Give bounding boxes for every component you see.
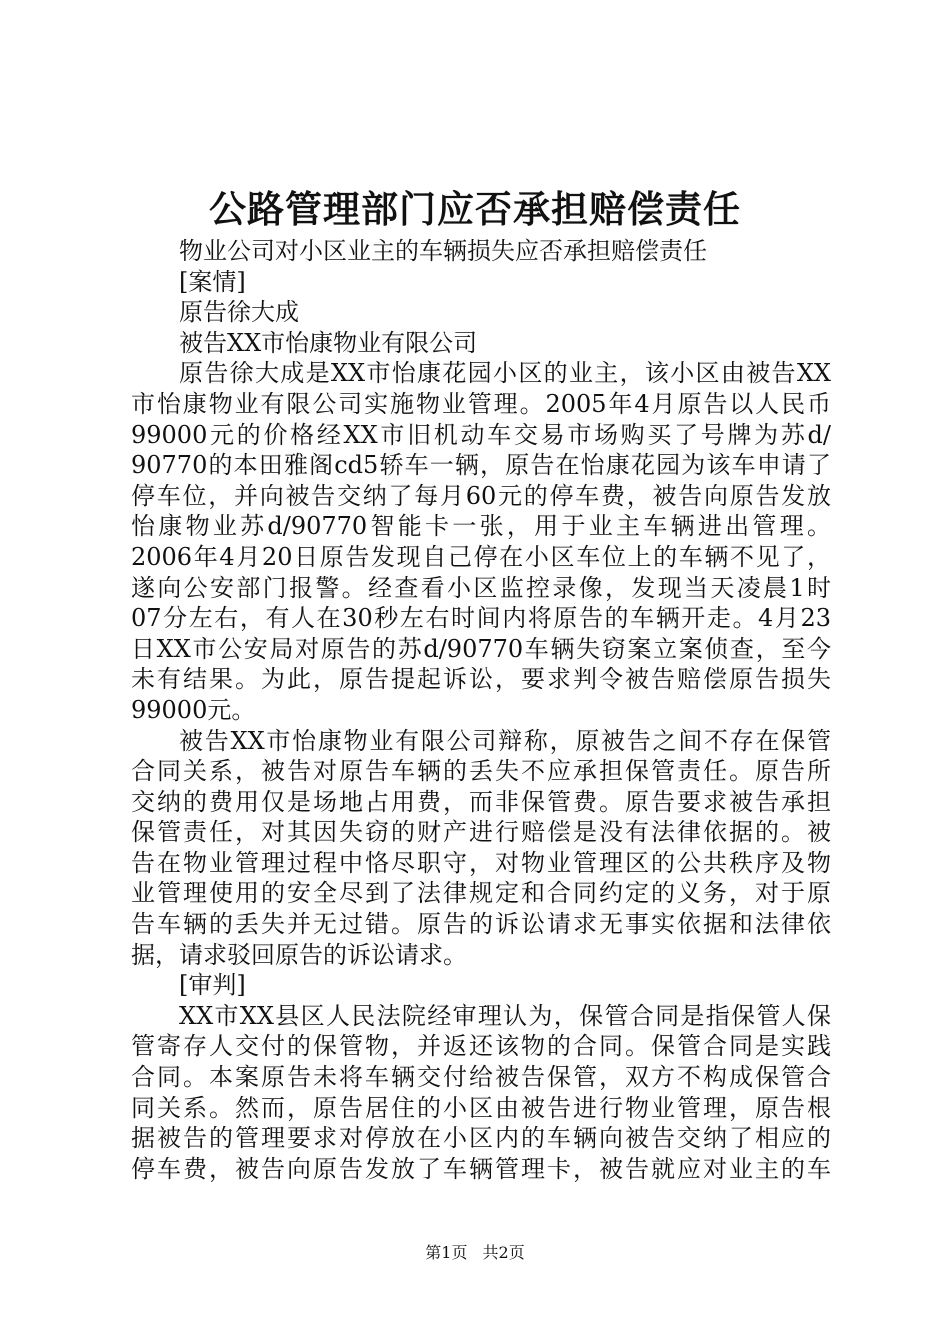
text-line: 同关系。然而，原告居住的小区由被告进行物业管理，原告根 <box>131 1093 831 1122</box>
text-line: 被告XX市怡康物业有限公司 <box>179 328 478 357</box>
text-line: 交纳的费用仅是场地占用费，而非保管费。原告要求被告承担 <box>131 787 831 816</box>
text-line: 2006年4月20日原告发现自己停在小区车位上的车辆不见了， <box>131 542 831 571</box>
text-line: 市怡康物业有限公司实施物业管理。2005年4月原告以人民币 <box>131 389 831 418</box>
text-line: 告在物业管理过程中恪尽职守，对物业管理区的公共秩序及物 <box>131 848 831 877</box>
text-line: 被告XX市怡康物业有限公司辩称，原被告之间不存在保管 <box>179 726 831 755</box>
text-line: [案情] <box>179 267 246 296</box>
text-line: 保管责任，对其因失窃的财产进行赔偿是没有法律依据的。被 <box>131 818 831 847</box>
text-line: 99000元。 <box>131 695 256 724</box>
text-line: 原告徐大成 <box>179 298 299 327</box>
text-line: 合同关系，被告对原告车辆的丢失不应承担保管责任。原告所 <box>131 757 831 786</box>
page-number: 第1页 <box>425 1243 468 1262</box>
text-line: 遂向公安部门报警。经查看小区监控录像，发现当天凌晨1时 <box>131 573 831 602</box>
text-line: 怡康物业苏d/90770智能卡一张，用于业主车辆进出管理。 <box>131 512 831 541</box>
text-line: 99000元的价格经XX市旧机动车交易市场购买了号牌为苏d/ <box>131 420 831 449</box>
text-line: 停车费，被告向原告发放了车辆管理卡，被告就应对业主的车 <box>131 1154 831 1183</box>
page-footer <box>0 1243 950 1263</box>
text-line: 告车辆的丢失并无过错。原告的诉讼请求无事实依据和法律依 <box>131 910 831 939</box>
page-title: 公路管理部门应否承担赔偿责任 <box>209 187 741 231</box>
text-line: 日XX市公安局对原告的苏d/90770车辆失窃案立案侦查，至今 <box>131 634 831 663</box>
text-line: 据，请求驳回原告的诉讼请求。 <box>131 940 467 969</box>
text-line: 90770的本田雅阁cd5轿车一辆，原告在怡康花园为该车申请了 <box>131 451 831 480</box>
document-body <box>131 236 831 1184</box>
text-line: 停车位，并向被告交纳了每月60元的停车费，被告向原告发放 <box>131 481 831 510</box>
text-line: 未有结果。为此，原告提起诉讼，要求判令被告赔偿原告损失 <box>131 665 831 694</box>
page-total: 共2页 <box>482 1243 525 1262</box>
text-line: 据被告的管理要求对停放在小区内的车辆向被告交纳了相应的 <box>131 1124 831 1153</box>
text-line: 原告徐大成是XX市怡康花园小区的业主，该小区由被告XX <box>179 359 831 388</box>
text-line: 合同。本案原告未将车辆交付给被告保管，双方不构成保管合 <box>131 1063 831 1092</box>
text-line: 业管理使用的安全尽到了法律规定和合同约定的义务，对于原 <box>131 879 831 908</box>
text-line: [审判] <box>179 971 246 1000</box>
text-line: XX市XX县区人民法院经审理认为，保管合同是指保管人保 <box>179 1001 831 1030</box>
text-line: 07分左右，有人在30秒左右时间内将原告的车辆开走。4月23 <box>131 604 831 633</box>
text-line: 物业公司对小区业主的车辆损失应否承担赔偿责任 <box>179 237 707 265</box>
text-line: 管寄存人交付的保管物，并返还该物的合同。保管合同是实践 <box>131 1032 831 1061</box>
